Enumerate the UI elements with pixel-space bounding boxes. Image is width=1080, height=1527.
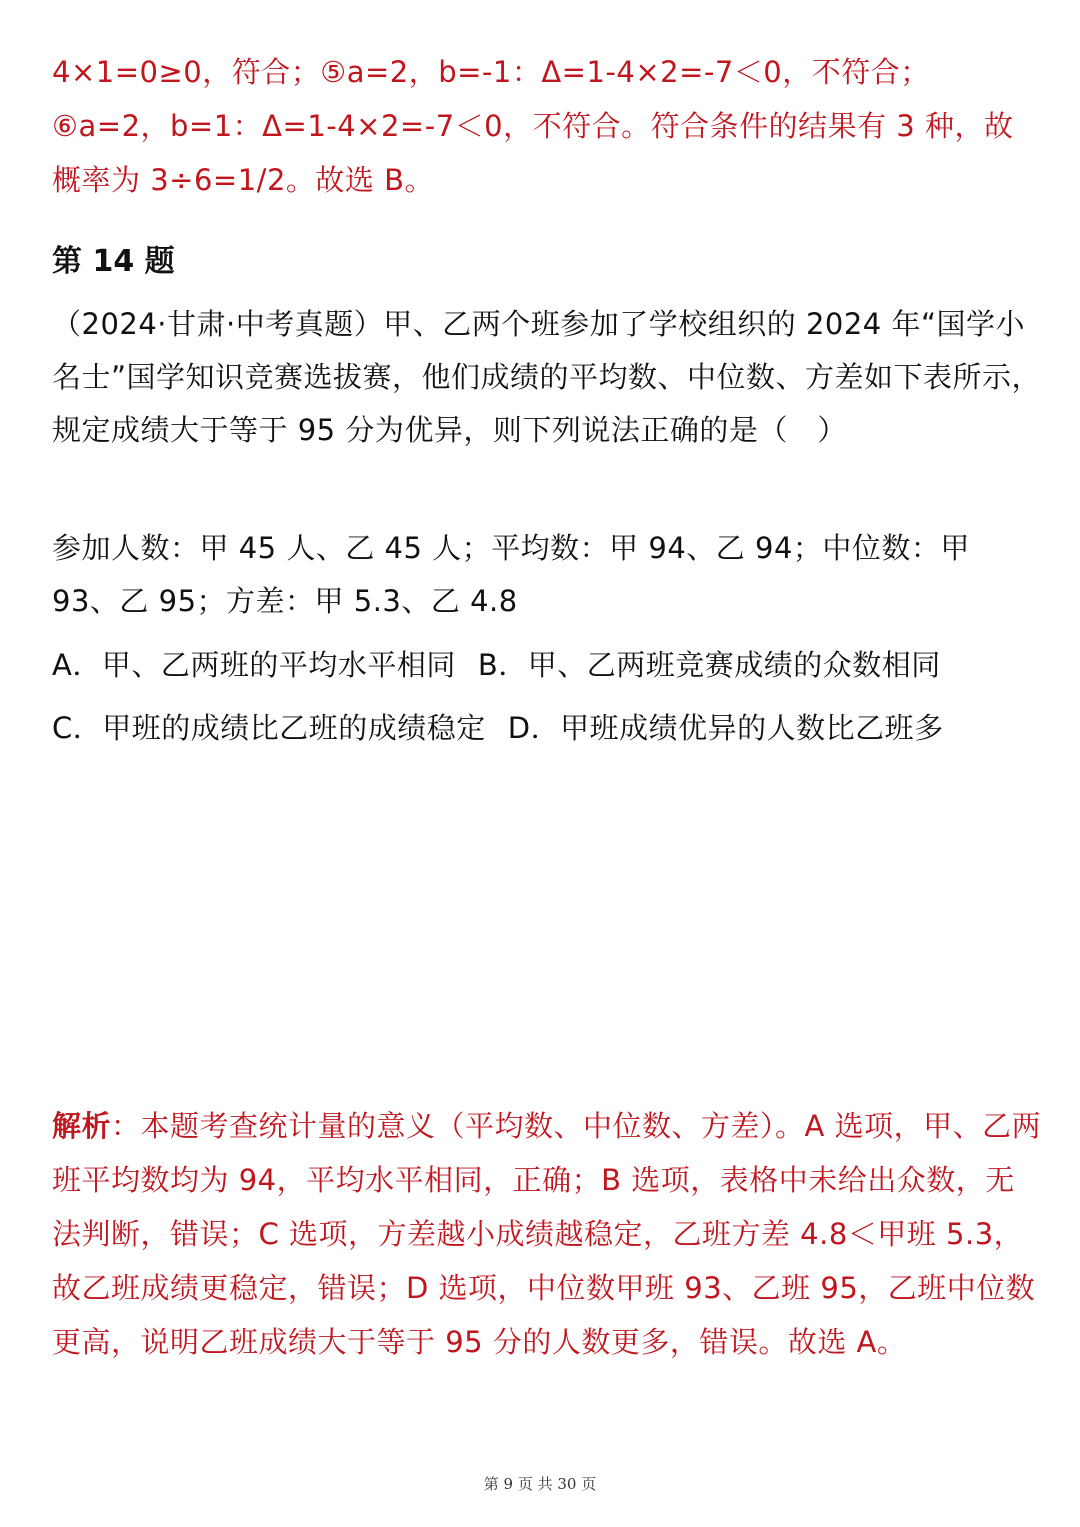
options-row-ab xyxy=(52,638,1042,692)
question-number-heading: 第 14 题 xyxy=(52,244,175,279)
option-c: C．甲班的成绩比乙班的成绩稳定 xyxy=(52,711,486,745)
analysis-section xyxy=(52,1099,1042,1369)
option-d: D．甲班成绩优异的人数比乙班多 xyxy=(507,711,944,745)
option-b: B．甲、乙两班竞赛成绩的众数相同 xyxy=(477,648,941,682)
analysis-label: 解析 xyxy=(52,1109,112,1143)
question-data: 参加人数：甲 45 人、乙 45 人；平均数：甲 94、乙 94；中位数：甲 93、乙 95；方差：甲 5.3、乙 4.8 xyxy=(52,531,970,618)
options-row-cd xyxy=(52,701,1042,755)
page-footer: 第 9 页 共 30 页 xyxy=(483,1475,597,1493)
analysis-text: ：本题考查统计量的意义（平均数、中位数、方差）。A 选项，甲、乙两班平均数均为 94，平均水平相同，正确；B 选项，表格中未给出众数，无法判断，错误；C 选项，方差越小成绩越稳定，乙班方差 4.8＜甲班 5.3，故乙班成绩更稳定，错误；D 选项，中位数甲班 93、乙班 95，乙班中位数更高，说明乙班成绩大于等于 95 分的人数更多，错误。故选 A。 xyxy=(52,1109,1042,1359)
option-a: A．甲、乙两班的平均水平相同 xyxy=(52,648,456,682)
previous-solution-text: 4×1=0≥0，符合；⑤a=2，b=-1：Δ=1-4×2=-7＜0，不符合；⑥a=2，b=1：Δ=1-4×2=-7＜0，不符合。符合条件的结果有 3 种，故概率为 3÷6=1/2。故选 B。 xyxy=(52,55,1014,197)
question-stem: （2024·甘肃·中考真题）甲、乙两个班参加了学校组织的 2024 年“国学小名士”国学知识竞赛选拔赛，他们成绩的平均数、中位数、方差如下表所示，规定成绩大于等于 95 分为优异，则下列说法正确的是（ ） xyxy=(52,307,1042,447)
